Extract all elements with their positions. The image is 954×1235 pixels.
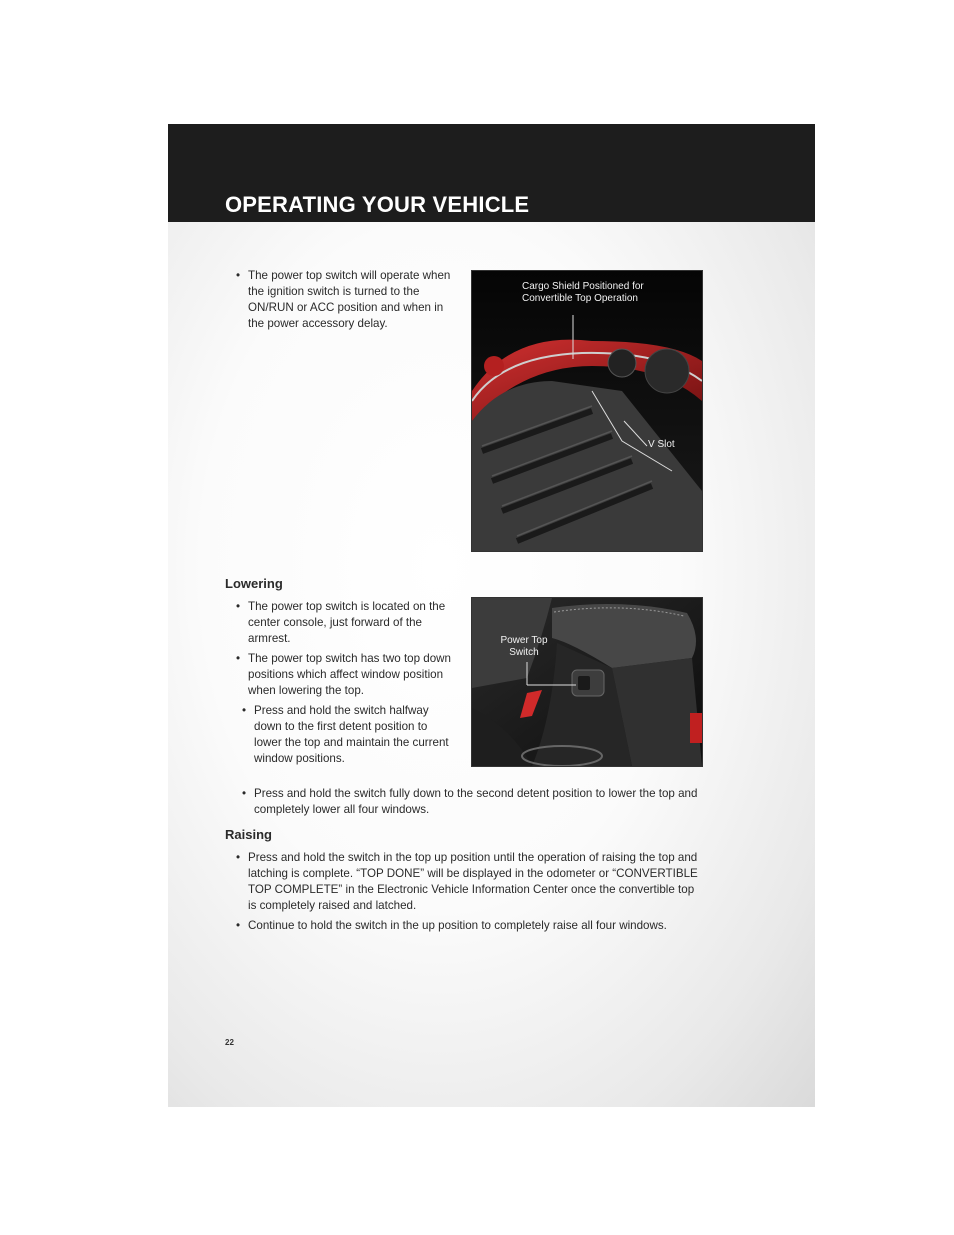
section-title: OPERATING YOUR VEHICLE bbox=[225, 192, 530, 217]
bullet-dot: • bbox=[242, 787, 247, 800]
bullet-dot: • bbox=[236, 919, 241, 932]
section-header bbox=[168, 124, 815, 222]
power-top-switch-image bbox=[472, 598, 702, 766]
callout-cargo-shield: Cargo Shield Positioned for Convertible Top Operation bbox=[522, 281, 644, 304]
callout-power-top-switch: Power Top Switch bbox=[500, 635, 548, 658]
cargo-shield-photo bbox=[471, 270, 703, 552]
bullet-dot: • bbox=[236, 269, 241, 282]
lowering-sub-bullet-text: Press and hold the switch halfway down to the first detent position to lower the top and maintain the current window positions. bbox=[254, 704, 449, 765]
raising-bullet-text: Press and hold the switch in the top up position until the operation of raising the top and latching is complete. “TOP DONE” will be displayed in the odometer or “CONVERTIBLE TOP COMPLETE” in the Electronic Vehicle Information Center once the convertible top is completely raised and latched. bbox=[248, 851, 698, 912]
bullet-dot: • bbox=[242, 704, 247, 717]
cargo-shield-image bbox=[472, 271, 702, 551]
power-top-switch-photo bbox=[471, 597, 703, 767]
page-number: 22 bbox=[225, 1038, 234, 1047]
bullet-dot: • bbox=[236, 652, 241, 665]
lowering-bullet-text: The power top switch has two top down positions which affect window position when lowering the top. bbox=[248, 652, 451, 697]
raising-bullet-text: Continue to hold the switch in the up position to completely raise all four windows. bbox=[248, 919, 667, 932]
callout-v-slot: V Slot bbox=[648, 439, 675, 450]
lowering-heading: Lowering bbox=[225, 576, 283, 591]
lowering-sub-bullet-text: Press and hold the switch fully down to the second detent position to lower the top and completely lower all four windows. bbox=[254, 787, 698, 816]
bullet-dot: • bbox=[236, 851, 241, 864]
intro-bullet-text: The power top switch will operate when the ignition switch is turned to the ON/RUN or ACC position and when in the power accessory delay. bbox=[248, 269, 451, 330]
manual-page bbox=[168, 124, 815, 1107]
bullet-dot: • bbox=[236, 600, 241, 613]
raising-heading: Raising bbox=[225, 827, 272, 842]
lowering-bullet-text: The power top switch is located on the center console, just forward of the armrest. bbox=[248, 600, 446, 645]
